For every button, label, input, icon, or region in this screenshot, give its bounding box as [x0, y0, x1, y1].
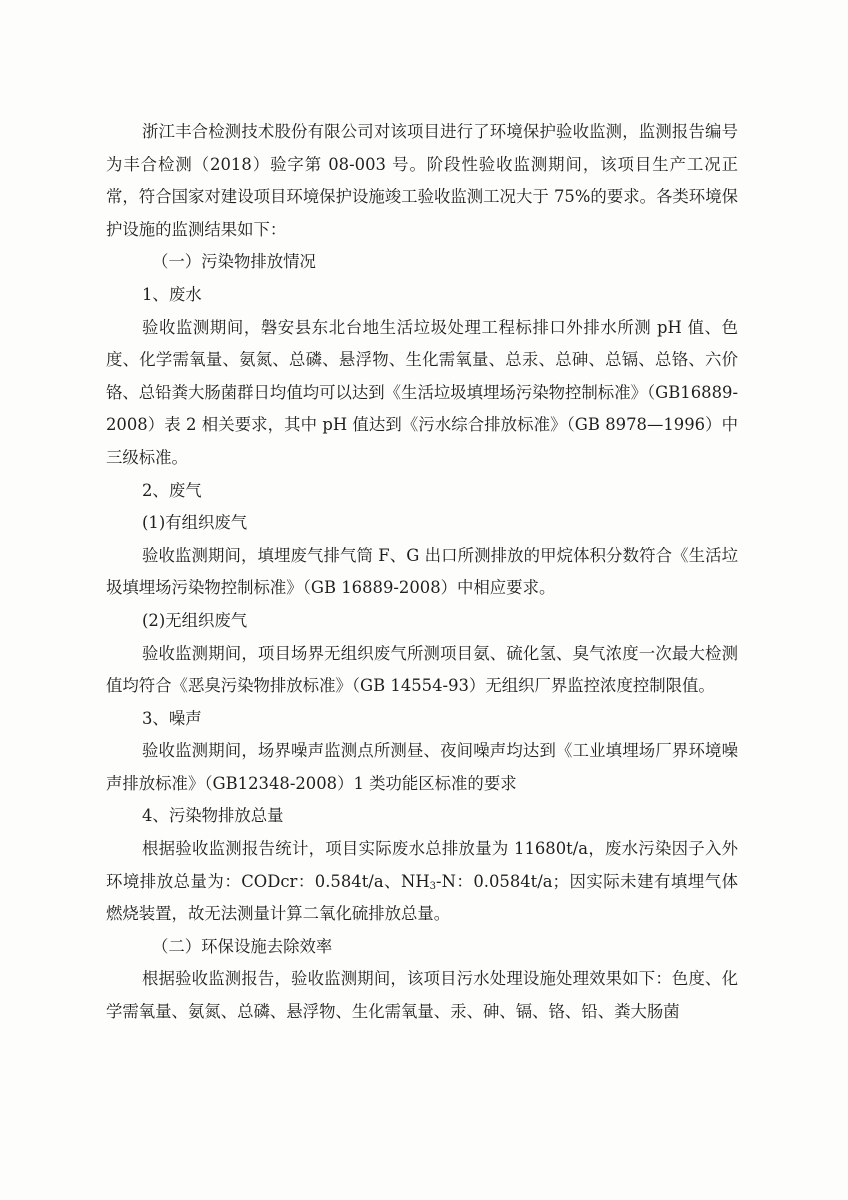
- subsection-heading-noise: 3、噪声: [142, 708, 202, 728]
- wastewater-paragraph: 验收监测期间，磐安县东北台地生活垃圾处理工程标排口外排水所测 pH 值、色度、化学需氧量、氨氮、总磷、悬浮物、生化需氧量、总汞、总砷、总镉、总铬、六价铬、总铅粪大肠菌群日均值均可以达到《生活垃圾填埋场污染物控制标准》（GB16889-2008）表 2 相关要求，其中 pH 值达到《污水综合排放标准》（GB 8978—1996）中三级标准。: [106, 317, 738, 467]
- noise-paragraph: 验收监测期间，场界噪声监测点所测昼、夜间噪声均达到《工业填埋场厂界环境噪声排放标准》（GB12348-2008）1 类功能区标准的要求: [106, 741, 738, 793]
- subsection-heading-total-discharge: 4、污染物排放总量: [142, 806, 284, 826]
- document-body: [106, 116, 738, 1029]
- section-heading-pollutant-discharge: （一）污染物排放情况: [152, 252, 316, 272]
- total-discharge-paragraph: [106, 833, 738, 931]
- removal-efficiency-paragraph: 根据验收监测报告，验收监测期间，该项目污水处理设施处理效果如下：色度、化学需氧量、氨氮、总磷、悬浮物、生化需氧量、汞、砷、镉、铬、铅、粪大肠菌: [106, 969, 738, 1022]
- item-heading-unorganized-gas: (2)无组织废气: [142, 610, 248, 630]
- subsection-heading-wastewater: 1、废水: [142, 284, 202, 304]
- section-heading-removal-efficiency: （二）环保设施去除效率: [152, 936, 333, 956]
- total-discharge-text-after: -N：0.0584t/a；因实际未建有填埋气体燃烧装置，故无法测量计算二氧化硫排放总量。: [106, 871, 738, 924]
- intro-paragraph: 浙江丰合检测技术股份有限公司对该项目进行了环境保护验收监测，监测报告编号为丰合检测（2018）验字第 08-003 号。阶段性验收监测期间，该项目生产工况正常，符合国家对建设项目环境保护设施竣工验收监测工况大于 75%的要求。各类环境保护设施的监测结果如下：: [106, 122, 738, 239]
- item-heading-organized-gas: (1)有组织废气: [142, 513, 248, 533]
- nh3-subscript: 3: [429, 880, 437, 892]
- subsection-heading-exhaust-gas: 2、废气: [142, 480, 202, 500]
- organized-gas-paragraph: 验收监测期间，填埋废气排气筒 F、G 出口所测排放的甲烷体积分数符合《生活垃圾填埋场污染物控制标准》（GB 16889-2008）中相应要求。: [106, 545, 738, 598]
- unorganized-gas-paragraph: 验收监测期间，项目场界无组织废气所测项目氨、硫化氢、臭气浓度一次最大检测值均符合《恶臭污染物排放标准》（GB 14554-93）无组织厂界监控浓度控制限值。: [106, 643, 738, 696]
- total-discharge-text-before: 根据验收监测报告统计，项目实际废水总排放量为 11680t/a，废水污染因子入外环境排放总量为：CODcr：0.584t/a、NH: [106, 839, 738, 891]
